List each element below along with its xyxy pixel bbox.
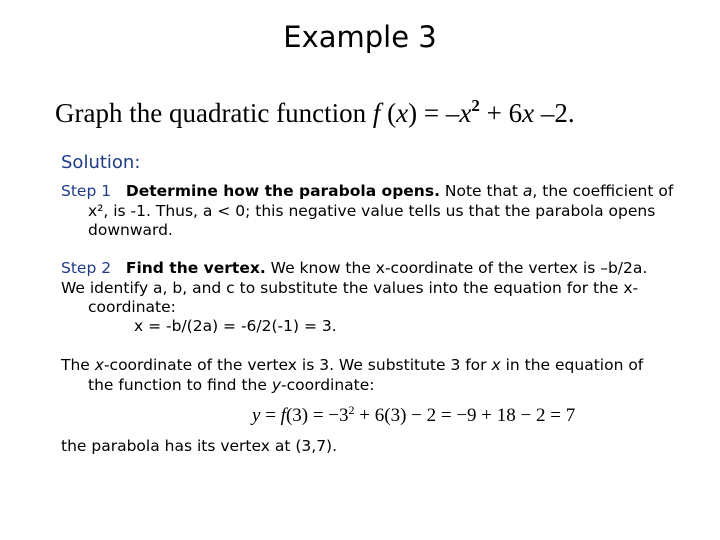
vertex-text-c: in the equation of <box>500 356 644 374</box>
problem-x3: x <box>522 98 535 128</box>
step2-label: Step 2 <box>61 259 112 277</box>
step1-heading: Determine how the parabola opens. <box>125 182 440 200</box>
vertex-text-a: The <box>61 356 95 374</box>
vertex-text-d: the function to find the <box>88 376 272 394</box>
step1-a: a <box>522 182 533 200</box>
step1-l1-text: Note that <box>439 182 523 200</box>
step2-line2: We identify a, b, and c to substitute the values into the equation for the x- <box>61 279 639 297</box>
problem-exponent: 2 <box>471 96 480 115</box>
problem-end: –2. <box>534 98 575 128</box>
problem-lp: ( <box>380 98 397 128</box>
eq-equals: = <box>260 405 281 426</box>
solution-label: Solution: <box>61 152 141 173</box>
eq-f: f <box>280 405 286 426</box>
vertex-equation <box>252 405 575 427</box>
step1-line2: x², is -1. Thus, a < 0; this negative value tells us that the parabola opens <box>88 202 656 220</box>
step2-line4: x = -b/(2a) = -6/2(-1) = 3. <box>134 317 337 335</box>
vertex-text-line2 <box>88 376 375 394</box>
slide-title: Example 3 <box>283 20 437 54</box>
step1-label: Step 1 <box>61 182 112 200</box>
step1-l1-rest: , the coefficient of <box>532 182 674 200</box>
eq-arg: (3) = −3 <box>285 405 349 426</box>
eq-exponent: 2 <box>348 403 355 417</box>
vertex-text-e: -coordinate: <box>281 376 375 394</box>
vertex-text-line1 <box>61 356 643 374</box>
conclusion: the parabola has its vertex at (3,7). <box>61 437 338 455</box>
step2-heading: Find the vertex. <box>125 259 266 277</box>
problem-mid: + 6 <box>479 98 523 128</box>
step1-line3: downward. <box>88 221 173 239</box>
problem-x1: x <box>396 98 409 128</box>
vertex-text-x2: x <box>491 356 501 374</box>
step2-line1 <box>61 259 647 277</box>
problem-rp: ) = – <box>408 98 460 128</box>
vertex-text-y: y <box>271 376 282 394</box>
eq-y: y <box>252 405 261 426</box>
step1-line1 <box>61 182 673 200</box>
vertex-text-b: -coordinate of the vertex is 3. We substitute 3 for <box>103 356 492 374</box>
vertex-text-x: x <box>94 356 104 374</box>
problem-func: f <box>372 98 381 128</box>
eq-rest: + 6(3) − 2 = −9 + 18 − 2 = 7 <box>354 405 576 426</box>
problem-prefix: Graph the quadratic function <box>55 98 373 128</box>
problem-x2: x <box>459 98 472 128</box>
problem-statement <box>55 98 575 129</box>
step2-line3: coordinate: <box>88 298 176 316</box>
step2-l1-rest: We know the x-coordinate of the vertex is –b/2a. <box>265 259 648 277</box>
